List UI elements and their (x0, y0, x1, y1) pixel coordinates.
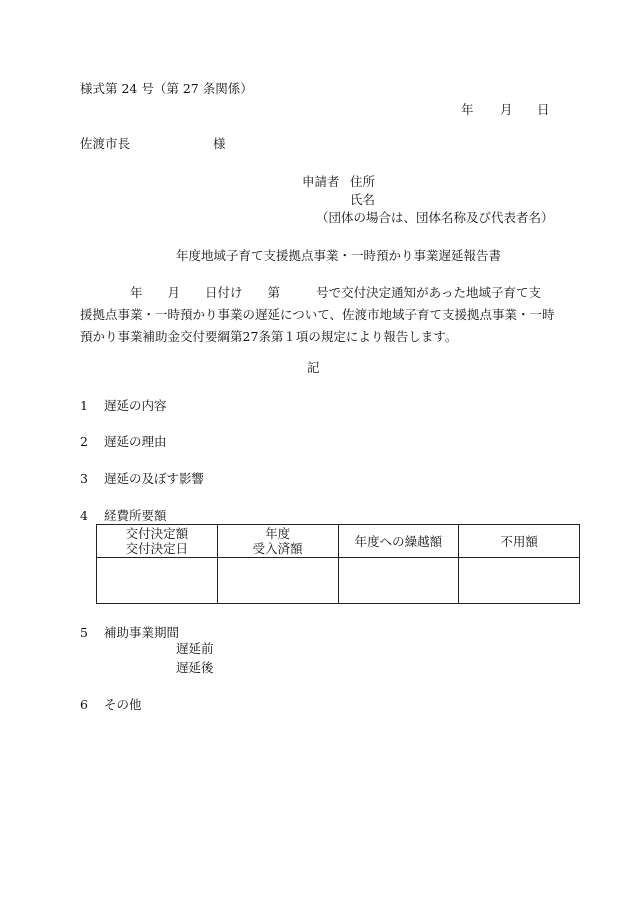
header-line: 交付決定日 (125, 541, 189, 556)
item-number: 6 (80, 697, 88, 712)
item-5 (80, 627, 179, 640)
table-cell[interactable] (217, 558, 338, 604)
date-day-label: 日 (537, 102, 550, 117)
expense-table-header-row (97, 525, 580, 558)
applicant-group-note: （団体の場合は、団体名称及び代表者名） (316, 210, 554, 225)
date-month-label: 月 (500, 102, 513, 117)
applicant-name-label: 氏名 (350, 192, 376, 207)
period-before-label: 遅延前 (176, 641, 214, 656)
header-cell-received (217, 525, 338, 558)
body-line-3: 預かり事業補助金交付要綱第27条第１項の規定により報告します。 (80, 329, 458, 344)
item-number: 5 (80, 625, 88, 640)
item-label: 補助事業期間 (103, 625, 179, 640)
header-cell-unused (459, 525, 580, 558)
period-after-label: 遅延後 (176, 660, 214, 675)
table-cell[interactable] (338, 558, 459, 604)
body-number-prefix: 第 (267, 285, 281, 300)
body-year-label: 年 (130, 285, 143, 300)
addressee-name: 佐渡市長 (80, 136, 131, 151)
addressee-honorific: 様 (213, 136, 226, 151)
item-3 (80, 473, 204, 486)
body-date-suffix: 日付け (205, 285, 243, 300)
item-2 (80, 436, 166, 449)
expense-table (96, 524, 580, 604)
header-cell-carryover (338, 525, 459, 558)
body-paragraph (80, 282, 555, 348)
item-label: その他 (103, 697, 142, 712)
item-label: 遅延の及ぼす影響 (103, 471, 204, 486)
item-1 (80, 400, 166, 413)
applicant-address-label: 住所 (350, 174, 376, 189)
table-cell[interactable] (97, 558, 218, 604)
date-year-label: 年 (461, 102, 474, 117)
item-number: 1 (80, 398, 88, 413)
header-line: 不用額 (500, 533, 538, 549)
item-number: 3 (80, 471, 88, 486)
expense-table-entry-row (97, 558, 580, 604)
form-number-label: 様式第 24 号（第 27 条関係） (80, 81, 253, 96)
document-title: 年度地域子育て支援拠点事業・一時預かり事業遅延報告書 (176, 248, 502, 263)
body-line-1 (80, 282, 550, 304)
item-number: 4 (80, 508, 88, 523)
header-line: 年度 (265, 526, 291, 541)
applicant-label: 申請者 (302, 174, 340, 189)
item-label: 遅延の内容 (103, 398, 167, 413)
ki-heading: 記 (307, 360, 320, 375)
header-line: 年度への繰越額 (354, 533, 443, 549)
item-label: 遅延の理由 (103, 434, 167, 449)
body-line-1-rest: 号で交付決定通知があった地域子育て支 (316, 285, 541, 300)
header-cell-grant-decision (97, 525, 218, 558)
item-4 (80, 510, 166, 523)
body-line-2: 援拠点事業・一時預かり事業の遅延について、佐渡市地域子育て支援拠点事業・一時 (80, 307, 555, 322)
table-cell[interactable] (459, 558, 580, 604)
item-label: 経費所要額 (103, 508, 167, 523)
header-line: 受入済額 (252, 541, 303, 556)
item-number: 2 (80, 434, 88, 449)
item-6 (80, 699, 141, 712)
header-line: 交付決定額 (125, 526, 189, 541)
body-month-label: 月 (167, 285, 181, 300)
